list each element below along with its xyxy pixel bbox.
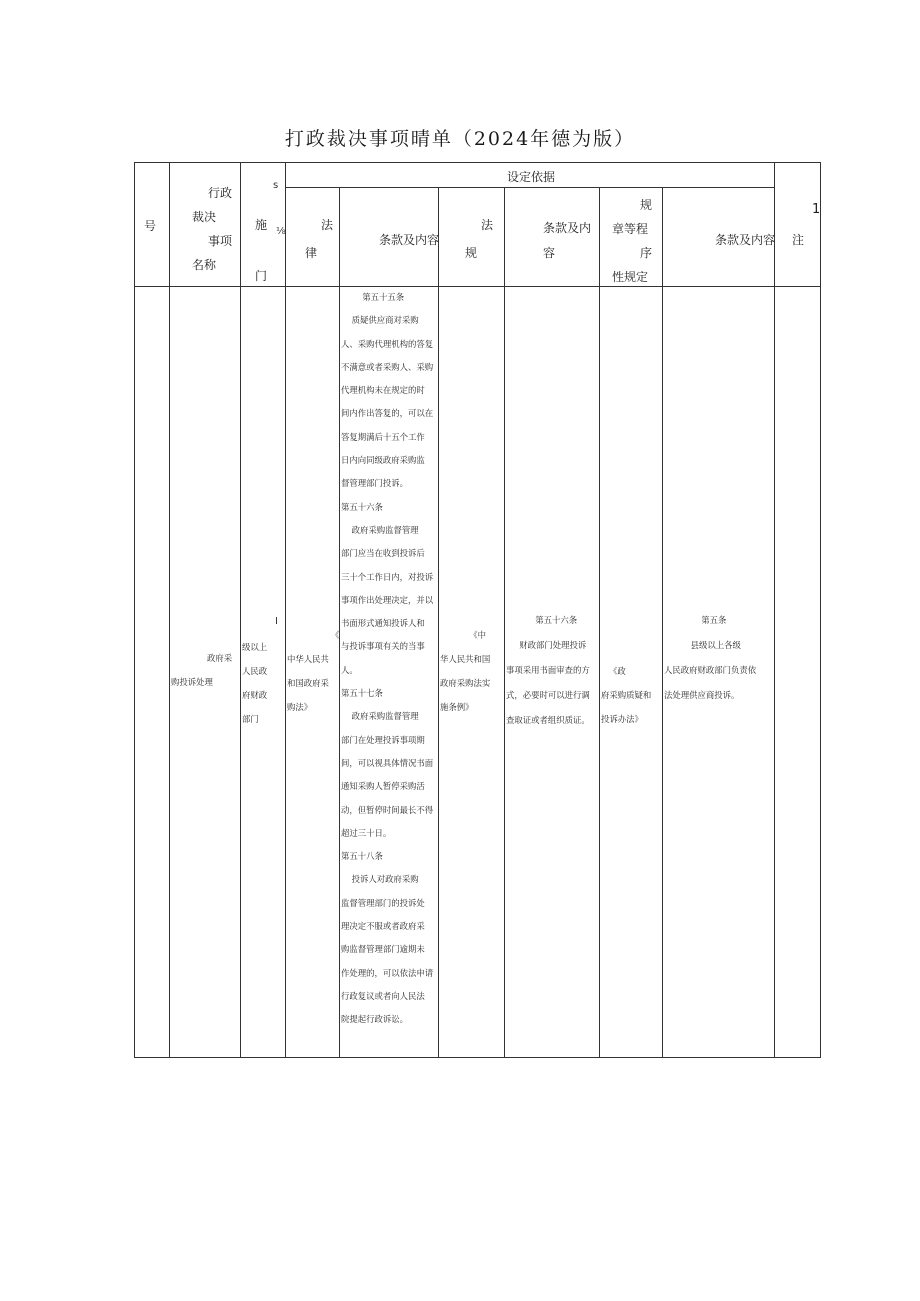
header-law-line2: 律 [305, 246, 318, 260]
law-content-line: 人。 [341, 664, 358, 675]
header-note: 注 [792, 233, 805, 247]
row-regulation-content-line4: 式，必要时可以进行调 [506, 690, 590, 700]
header-regulation-content-line2: 容 [543, 246, 556, 260]
row-rules-name-line2: 府采购质疑和 [601, 690, 652, 700]
law-content-line: 不满意或者采购人、采购 [341, 361, 434, 372]
law-content-line: 答复期满后十五个工作 [341, 431, 425, 442]
row-regulation-name-line1: 《中 [440, 630, 487, 640]
law-content-line: 三十个工作日内，对投诉 [341, 571, 434, 582]
law-content-line: 动，但暂停时间最长不得 [341, 804, 434, 815]
law-content-line: 部门在处理投诉事项期 [341, 734, 425, 745]
row-rules-content-line4: 法处理供应商投诉。 [664, 690, 740, 700]
header-rules-line4: 性规定 [612, 270, 649, 284]
table-bottom-border [134, 1057, 820, 1058]
law-content-line: 第五十七条 [341, 688, 383, 699]
row-law-name-line1: 《 [331, 630, 340, 640]
row-dept-line1: 级以上 [242, 642, 268, 652]
header-dept-mark-s: s [273, 180, 279, 191]
col-border [438, 187, 439, 1058]
col-border [599, 187, 600, 1058]
row-rules-content-line2: 县级以上各级 [664, 640, 741, 650]
header-law-content: 条款及内容 [379, 233, 440, 247]
row-regulation-content-line3: 事项采用书面审查的方 [506, 665, 590, 675]
col-border [774, 162, 775, 1058]
law-content-line: 理决定不服或者政府采 [341, 921, 425, 932]
law-content-line: 与投诉事项有关的当事 [341, 641, 425, 652]
row-regulation-content-line1: 第五十六条 [506, 615, 578, 625]
header-regulation-content-line1: 条款及内 [543, 221, 592, 235]
header-regulation-line2: 规 [465, 246, 478, 260]
header-item-name-line4: 名称 [192, 258, 217, 272]
col-border [504, 187, 505, 1058]
row-rules-content-line1: 第五条 [664, 615, 727, 625]
law-content-line: 超过三十日。 [341, 827, 392, 838]
header-dept-line1: 施 [255, 218, 268, 232]
header-dept-mark-pct: ⅛ [276, 226, 286, 237]
row-dept-line4: 部门 [242, 714, 259, 724]
row-rules-content-line3: 人民政府财政部门负责依 [664, 665, 757, 675]
law-content-line: 购监督管理部门逾期未 [341, 944, 425, 955]
header-basis: 设定依据 [507, 170, 556, 184]
row-regulation-content-line5: 查取证或者组织质证。 [506, 715, 590, 725]
row-dept-mark: I [275, 616, 278, 627]
law-content-line: 质疑供应商对采购 [341, 315, 419, 326]
law-content-line: 间内作出答复的，可以在 [341, 408, 434, 419]
header-rules-line3: 序 [640, 246, 653, 260]
law-content-line: 行政复议或者向人民法 [341, 990, 425, 1001]
row-item-name-line1: 政府采 [207, 653, 233, 663]
law-content-line: 政府采购监督管理 [341, 524, 419, 535]
row-law-name-line2: 中华人民共 [287, 654, 329, 664]
law-content-line: 通知采购人暂停采购活 [341, 781, 425, 792]
row-regulation-name-line2: 华人民共和国 [440, 654, 491, 664]
row-regulation-name-line4: 施条例》 [440, 702, 474, 712]
header-item-name-line1: 行政 [208, 186, 233, 200]
table-top-border [134, 162, 820, 163]
law-content-line: 间，可以视具体情况书面 [341, 757, 434, 768]
row-dept-line3: 府财政 [242, 690, 268, 700]
law-content-line: 书面形式通知投诉人和 [341, 618, 425, 629]
law-content-line: 第五十五条 [341, 292, 405, 302]
col-border [662, 187, 663, 1058]
law-content-line: 监督管理部门的投诉处 [341, 897, 425, 908]
basis-subheader-border [285, 187, 774, 188]
row-regulation-content-line2: 财政部门处理投诉 [506, 640, 587, 650]
law-content-line: 第五十六条 [341, 501, 383, 512]
law-content-line: 人、采购代理机构的答复 [341, 338, 434, 349]
header-dept-line2: 门 [255, 269, 268, 283]
law-content-line: 代理机构未在规定的时 [341, 385, 425, 396]
row-law-content [341, 286, 433, 1032]
law-content-line: 第五十八条 [341, 851, 383, 862]
page-title: 打政裁决事项晴单（2024年德为版） [284, 128, 636, 150]
header-serial-number: 号 [144, 219, 157, 233]
header-item-name-line3: 事项 [208, 234, 233, 248]
header-rules-line2: 章等程 [612, 222, 649, 236]
row-rules-name-line1: 《政 [601, 666, 626, 676]
law-content-line: 政府采购监督管理 [341, 711, 419, 722]
law-content-line: 投诉人对政府采购 [341, 874, 419, 885]
header-bottom-border [134, 286, 820, 287]
row-item-name-line2: 购投诉处理 [171, 677, 213, 687]
row-law-name-line4: 购法》 [287, 702, 313, 712]
law-content-line: 作处理的，可以依法申请 [341, 967, 434, 978]
col-border [169, 162, 170, 1058]
row-law-name-line3: 和国政府采 [287, 678, 329, 688]
col-border [240, 162, 241, 1058]
header-item-name-line2: 裁决 [192, 210, 217, 224]
header-rules-content: 条款及内容 [715, 233, 776, 247]
col-border [820, 162, 821, 1058]
header-rules-line1: 规 [640, 198, 653, 212]
law-content-line: 院提起行政诉讼。 [341, 1014, 408, 1025]
row-rules-name-line3: 投诉办法》 [601, 714, 643, 724]
header-note-mark: 1 [812, 202, 821, 217]
col-border [339, 187, 340, 1058]
law-content-line: 日内向同级政府采购监 [341, 455, 425, 466]
col-border [134, 162, 135, 1058]
law-content-line: 事项作出处理决定，并以 [341, 594, 434, 605]
header-law-line1: 法 [321, 218, 334, 232]
row-dept-line2: 人民政 [242, 666, 268, 676]
header-regulation-line1: 法 [481, 218, 494, 232]
law-content-line: 部门应当在收到投诉后 [341, 548, 425, 559]
row-regulation-name-line3: 政府采购法实 [440, 678, 491, 688]
col-border [285, 162, 286, 1058]
law-content-line: 督管理部门投诉。 [341, 478, 408, 489]
